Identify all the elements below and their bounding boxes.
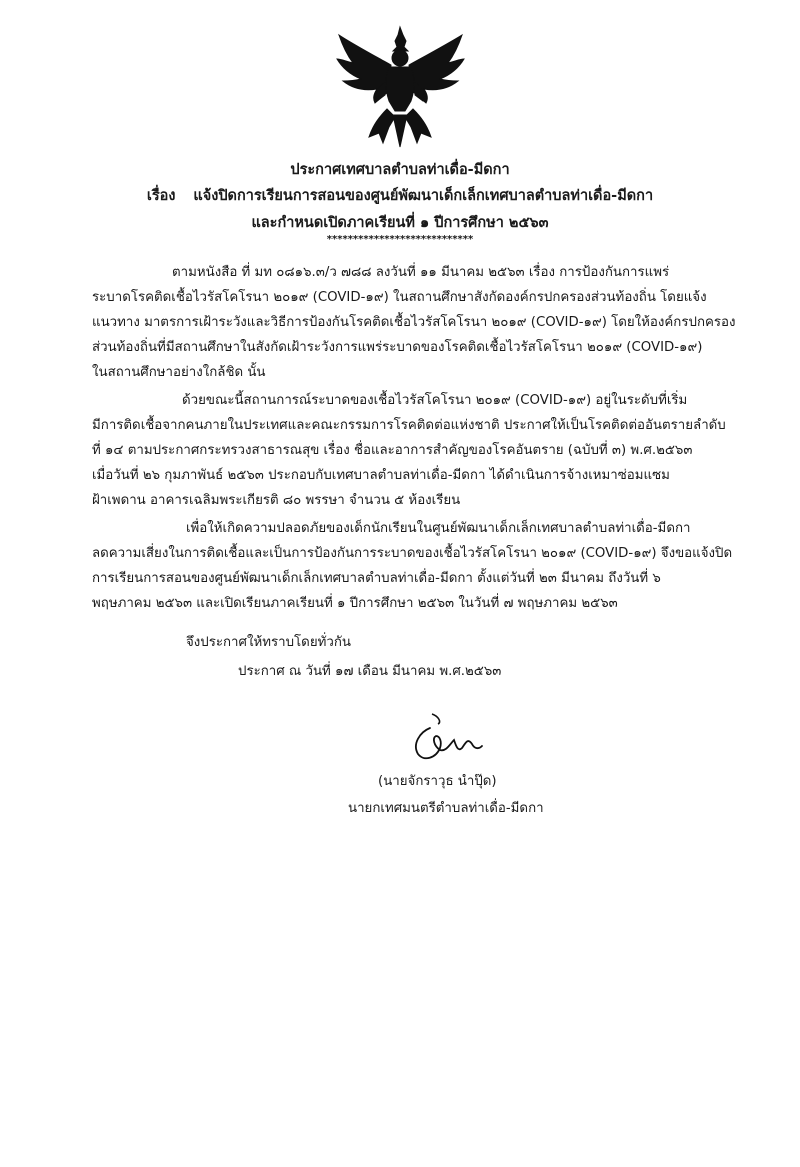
paragraph-3-line: ลดความเสี่ยงในการติดเชื้อและเป็นการป้องกันการระบาดของเชื้อไวรัสโคโรนา ๒๐๑๙ (COVID-๑๙) จึงขอแจ้งปิด xyxy=(92,546,733,561)
paragraph-2-line: ด้วยขณะนี้สถานการณ์ระบาดของเชื้อไวรัสโคโรนา ๒๐๑๙ (COVID-๑๙) อยู่ในระดับที่เริ่ม xyxy=(182,393,688,408)
paragraph-1-line: ส่วนท้องถิ่นที่มีสถานศึกษาในสังกัดเฝ้าระวังการแพร่ระบาดของโรคติดเชื้อไวรัสโคโรนา ๒๐๑๙ (COVID-๑๙) xyxy=(92,340,703,355)
paragraph-1-line: ระบาดโรคติดเชื้อไวรัสโคโรนา ๒๐๑๙ (COVID-๑๙) ในสถานศึกษาสังกัดองค์กรปกครองส่วนท้องถิ่น โดยแจ้ง xyxy=(92,290,707,305)
separator: **************************** xyxy=(326,234,474,245)
subject-text-1: แจ้งปิดการเรียนการสอนของศูนย์พัฒนาเด็กเล็กเทศบาลตำบลท่าเดื่อ-มีดกา xyxy=(193,188,654,204)
paragraph-2-line: ที่ ๑๔ ตามประกาศกระทรวงสาธารณสุข เรื่อง ชื่อและอาการสำคัญของโรคอันตราย (ฉบับที่ ๓) พ.ศ.๒๕๖๓ xyxy=(92,443,693,458)
dateline: ประกาศ ณ วันที่ ๑๗ เดือน มีนาคม พ.ศ.๒๕๖๓ xyxy=(238,664,502,679)
subject-label: เรื่อง xyxy=(146,188,176,204)
announcement-closing: จึงประกาศให้ทราบโดยทั่วกัน xyxy=(186,635,351,650)
paragraph-2-line: มีการติดเชื้อจากคนภายในประเทศและคณะกรรมการโรคติดต่อแห่งชาติ ประกาศให้เป็นโรคติดต่ออันตรายลำดับ xyxy=(92,418,726,433)
paragraph-3-line: เพื่อให้เกิดความปลอดภัยของเด็กนักเรียนในศูนย์พัฒนาเด็กเล็กเทศบาลตำบลท่าเดื่อ-มีดกา xyxy=(186,521,691,536)
paragraph-2-line: ฝ้าเพดาน อาคารเฉลิมพระเกียรติ ๘๐ พรรษา จำนวน ๕ ห้องเรียน xyxy=(92,493,461,508)
paragraph-1-line: แนวทาง มาตรการเฝ้าระวังและวิธีการป้องกันโรคติดเชื้อไวรัสโคโรนา ๒๐๑๙ (COVID-๑๙) โดยให้องค์กรปกครอง xyxy=(92,315,736,330)
signatory-name: (นายจักราวุธ นำปุ๊ด) xyxy=(378,774,497,789)
subject-line xyxy=(0,184,800,207)
paragraph-1-line: ในสถานศึกษาอย่างใกล้ชิด นั้น xyxy=(92,365,266,380)
paragraph-3-line: การเรียนการสอนของศูนย์พัฒนาเด็กเล็กเทศบาลตำบลท่าเดื่อ-มีดกา ตั้งแต่วันที่ ๒๓ มีนาคม ถึงวันที่ ๖ xyxy=(92,571,661,586)
announcement-title: ประกาศเทศบาลตำบลท่าเดื่อ-มีดกา xyxy=(290,162,510,178)
paragraph-2-line: เมื่อวันที่ ๒๖ กุมภาพันธ์ ๒๕๖๓ ประกอบกับเทศบาลตำบลท่าเดื่อ-มีดกา ได้ดำเนินการจ้างเหมาซ่อมแซม xyxy=(92,468,670,483)
paragraph-3-line: พฤษภาคม ๒๕๖๓ และเปิดเรียนภาคเรียนที่ ๑ ปีการศึกษา ๒๕๖๓ ในวันที่ ๗ พฤษภาคม ๒๕๖๓ xyxy=(92,596,618,611)
subject-text-2: และกำหนดเปิดภาคเรียนที่ ๑ ปีการศึกษา ๒๕๖๓ xyxy=(251,215,549,231)
signature-icon xyxy=(402,710,502,770)
signatory-position: นายกเทศมนตรีตำบลท่าเดื่อ-มีดกา xyxy=(348,801,544,816)
garuda-emblem-icon xyxy=(333,25,468,150)
paragraph-1-line: ตามหนังสือ ที่ มท ๐๘๑๖.๓/ว ๗๘๘ ลงวันที่ ๑๑ มีนาคม ๒๕๖๓ เรื่อง การป้องกันการแพร่ xyxy=(172,265,670,280)
